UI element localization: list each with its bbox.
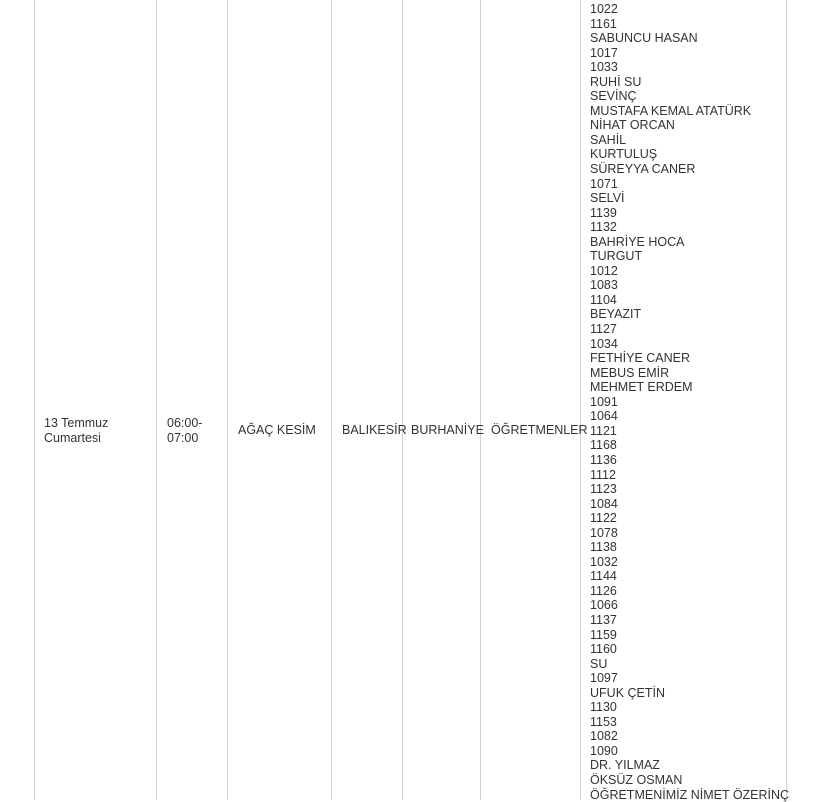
district-cell: BURHANİYE (411, 423, 484, 437)
street-item: MEHMET ERDEM (590, 380, 693, 395)
street-item: 1012 (590, 263, 618, 278)
street-item: 1091 (590, 394, 618, 409)
column-divider (34, 0, 35, 800)
street-item: SU (590, 656, 608, 671)
street-item: FETHİYE CANER (590, 351, 691, 366)
column-divider (480, 0, 481, 800)
street-item: 1168 (590, 438, 617, 453)
street-item: RUHİ SU (590, 74, 642, 89)
street-item: 1121 (590, 423, 617, 438)
reason-cell: AĞAÇ KESİM (238, 423, 316, 437)
column-divider (156, 0, 157, 800)
street-item: 1144 (590, 569, 617, 584)
street-item: SELVİ (590, 191, 625, 206)
street-item: 1161 (590, 16, 617, 31)
street-item: 1033 (590, 60, 618, 75)
street-item: BEYAZIT (590, 307, 642, 322)
column-divider (331, 0, 332, 800)
column-divider (227, 0, 228, 800)
street-item: 1132 (590, 220, 617, 235)
street-item: 1159 (590, 627, 617, 642)
street-item: 1127 (590, 322, 617, 337)
street-item: MUSTAFA KEMAL ATATÜRK (590, 103, 752, 118)
street-item: 1083 (590, 278, 618, 293)
street-item: NİHAT ORCAN (590, 118, 675, 133)
street-item: 1078 (590, 525, 618, 540)
date-cell: 13 Temmuz Cumartesi (44, 416, 109, 445)
column-divider (402, 0, 403, 800)
street-item: 1126 (590, 583, 617, 598)
street-item: MEBUS EMİR (590, 365, 670, 380)
street-item: ÖĞRETMENİMİZ NİMET ÖZERİNÇ (590, 787, 790, 802)
street-item: DR. YILMAZ (590, 758, 660, 773)
street-item: 1017 (590, 45, 618, 60)
street-item: 1153 (590, 714, 617, 729)
street-item: ÖKSÜZ OSMAN (590, 772, 683, 787)
street-item: 1130 (590, 700, 617, 715)
street-list (590, 2, 789, 802)
street-item: 1112 (590, 467, 616, 482)
street-item: SABUNCU HASAN (590, 31, 698, 46)
column-divider (580, 0, 581, 800)
city-cell: BALIKESİR (342, 423, 407, 437)
street-item: 1082 (590, 729, 618, 744)
street-item: 1071 (590, 176, 618, 191)
street-item: 1138 (590, 540, 617, 555)
street-item: 1066 (590, 598, 618, 613)
street-item: 1097 (590, 671, 618, 686)
street-item: 1032 (590, 554, 618, 569)
street-item: UFUK ÇETİN (590, 685, 665, 700)
street-item: KURTULUŞ (590, 147, 658, 162)
neighborhood-cell: ÖĞRETMENLER (491, 423, 588, 437)
street-item: BAHRİYE HOCA (590, 234, 685, 249)
street-item: TURGUT (590, 249, 643, 264)
street-item: SEVİNÇ (590, 89, 637, 104)
street-item: 1139 (590, 205, 617, 220)
street-item: 1160 (590, 642, 617, 657)
street-item: 1136 (590, 452, 617, 467)
street-item: 1137 (590, 612, 617, 627)
time-cell: 06:00-07:00 (167, 416, 203, 445)
street-item: 1034 (590, 336, 618, 351)
street-item: 1123 (590, 482, 617, 497)
street-item: 1084 (590, 496, 618, 511)
street-item: 1104 (590, 292, 617, 307)
street-item: 1064 (590, 409, 618, 424)
street-item: 1022 (590, 2, 618, 16)
street-item: SÜREYYA CANER (590, 162, 696, 177)
street-item: 1090 (590, 743, 618, 758)
street-item: 1122 (590, 511, 617, 526)
street-item: SAHİL (590, 132, 627, 147)
